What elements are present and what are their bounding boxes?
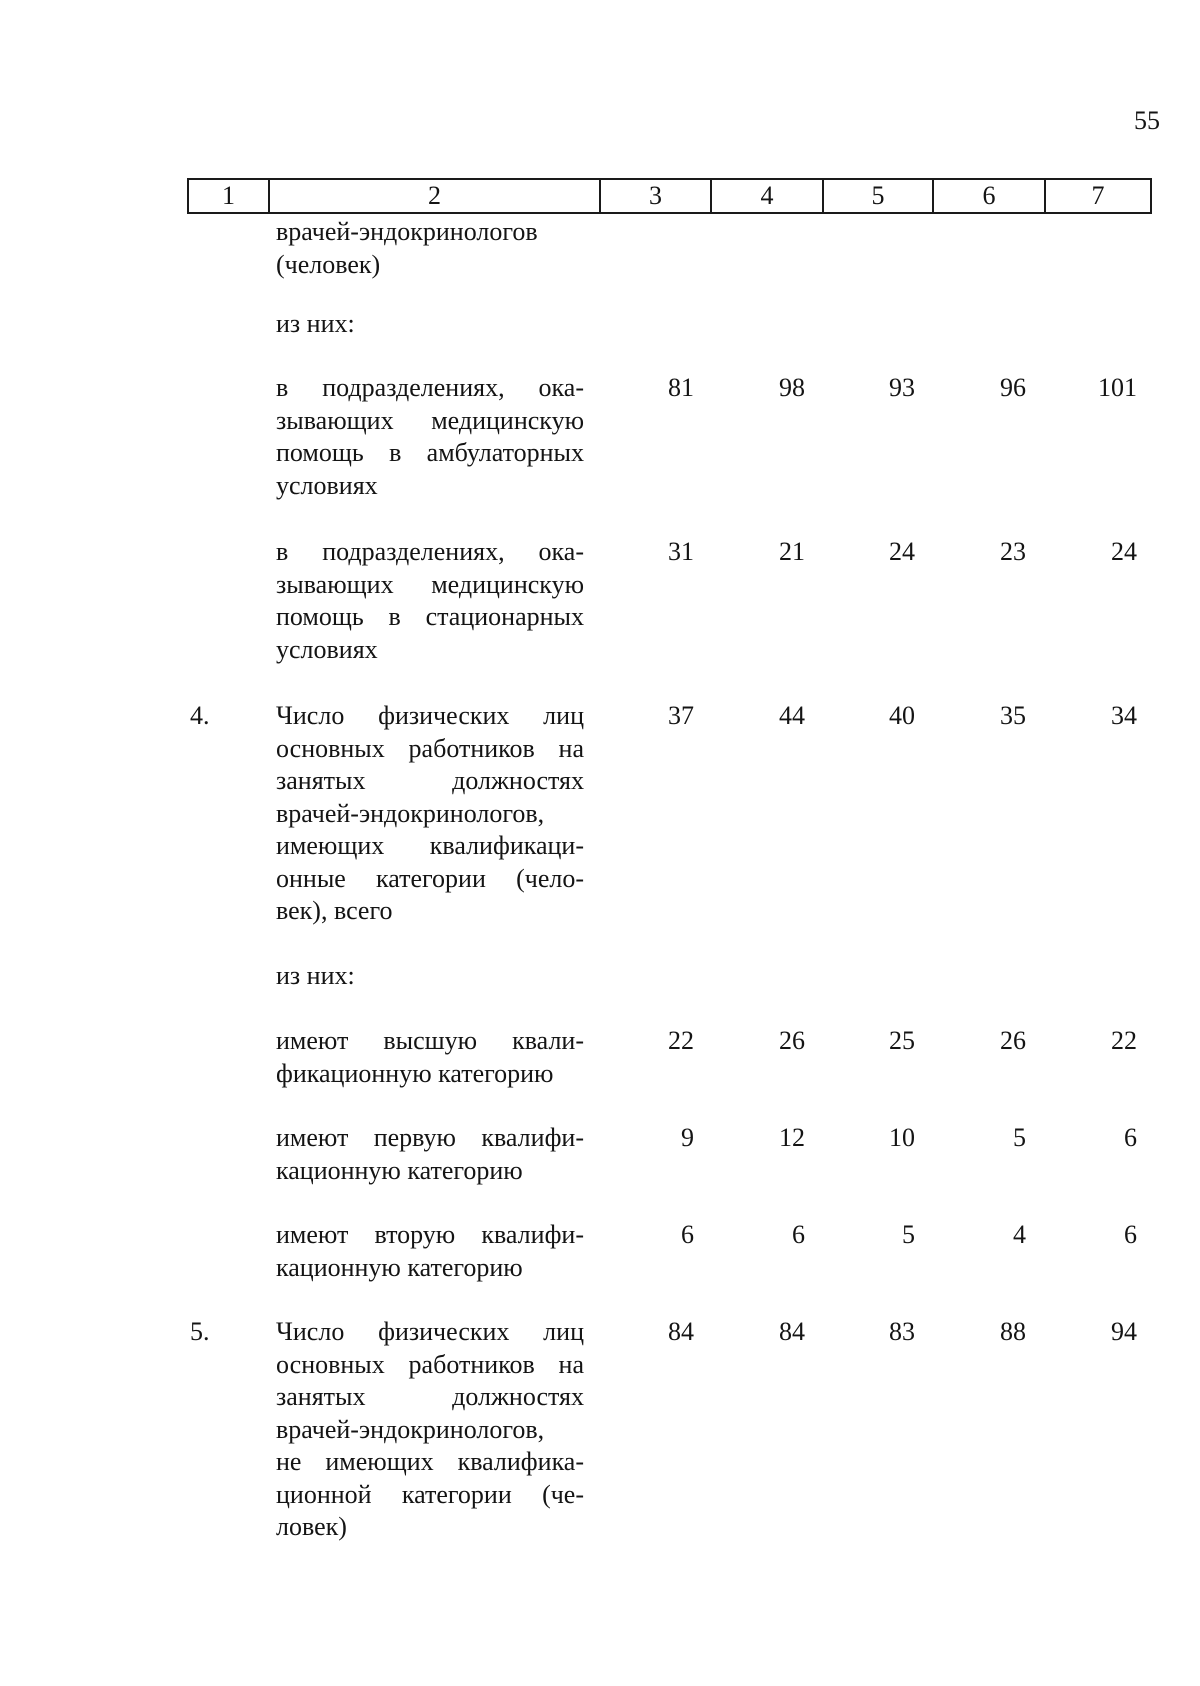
text-line: основных работников на bbox=[276, 1349, 584, 1379]
text-line: основных работников на bbox=[276, 733, 584, 763]
value-col-5: 24 bbox=[889, 537, 915, 566]
text-line: ловек) bbox=[276, 1512, 347, 1541]
value-col-7: 6 bbox=[1124, 1220, 1137, 1249]
text-line: в подразделениях, ока- bbox=[276, 537, 584, 566]
text-line: кационную категорию bbox=[276, 1155, 523, 1185]
text-line: в подразделениях, ока- bbox=[276, 373, 584, 402]
text-line: фикационную категорию bbox=[276, 1058, 554, 1088]
text-line: Число физических лиц bbox=[276, 1317, 584, 1346]
value-col-5: 10 bbox=[889, 1123, 915, 1152]
text-line: ционной категории (че- bbox=[276, 1479, 584, 1509]
text-line: условиях bbox=[276, 634, 378, 664]
row-description bbox=[276, 1219, 584, 1284]
column-header-2: 2 bbox=[270, 180, 601, 212]
value-col-6: 96 bbox=[1000, 373, 1026, 402]
value-col-3: 31 bbox=[668, 537, 694, 566]
row-number: 4. bbox=[190, 701, 210, 730]
value-col-6: 88 bbox=[1000, 1317, 1026, 1346]
text-line: зывающих медицинскую bbox=[276, 569, 584, 599]
value-col-4: 21 bbox=[779, 537, 805, 566]
page-number: 55 bbox=[1134, 106, 1160, 135]
column-header-5: 5 bbox=[824, 180, 934, 212]
text-line: занятых должностях bbox=[276, 1382, 584, 1411]
row-description bbox=[276, 1025, 584, 1090]
text-line: условиях bbox=[276, 470, 378, 500]
value-col-3: 6 bbox=[681, 1220, 694, 1249]
text-line: помощь в стационарных bbox=[276, 602, 584, 631]
value-col-7: 6 bbox=[1124, 1123, 1137, 1152]
text-line: онные категории (чело- bbox=[276, 863, 584, 893]
column-header-1: 1 bbox=[189, 180, 270, 212]
value-col-5: 5 bbox=[902, 1220, 915, 1249]
text-line: век), всего bbox=[276, 896, 393, 925]
column-header-row bbox=[187, 178, 1152, 214]
continuation-text bbox=[276, 216, 584, 281]
row-description bbox=[276, 700, 584, 928]
value-col-4: 26 bbox=[779, 1026, 805, 1055]
row-number: 5. bbox=[190, 1317, 210, 1346]
value-col-6: 5 bbox=[1013, 1123, 1026, 1152]
text-line: имеют вторую квалифи- bbox=[276, 1220, 584, 1249]
value-col-4: 12 bbox=[779, 1123, 805, 1152]
value-col-7: 24 bbox=[1111, 537, 1137, 566]
row-description bbox=[276, 1316, 584, 1544]
text-line: Число физических лиц bbox=[276, 701, 584, 730]
value-col-5: 93 bbox=[889, 373, 915, 402]
value-col-3: 9 bbox=[681, 1123, 694, 1152]
value-col-6: 23 bbox=[1000, 537, 1026, 566]
value-col-7: 101 bbox=[1098, 373, 1137, 402]
column-header-4: 4 bbox=[712, 180, 824, 212]
text-line: зывающих медицинскую bbox=[276, 405, 584, 435]
text-line: имеют первую квалифи- bbox=[276, 1123, 584, 1152]
value-col-4: 84 bbox=[779, 1317, 805, 1346]
text-line: помощь в амбулаторных bbox=[276, 438, 584, 467]
column-header-7: 7 bbox=[1091, 181, 1105, 210]
value-col-3: 81 bbox=[668, 373, 694, 402]
text-line: занятых должностях bbox=[276, 766, 584, 795]
text-line: не имеющих квалифика- bbox=[276, 1447, 584, 1476]
text-line: врачей-эндокринологов, bbox=[276, 1414, 545, 1444]
subheader-of-them-2: из них: bbox=[276, 961, 355, 990]
value-col-3: 84 bbox=[668, 1317, 694, 1346]
value-col-5: 25 bbox=[889, 1026, 915, 1055]
value-col-5: 40 bbox=[889, 701, 915, 730]
value-col-4: 44 bbox=[779, 701, 805, 730]
row-description bbox=[276, 536, 584, 666]
value-col-5: 83 bbox=[889, 1317, 915, 1346]
value-col-6: 35 bbox=[1000, 701, 1026, 730]
row-description bbox=[276, 372, 584, 502]
value-col-7: 94 bbox=[1111, 1317, 1137, 1346]
value-col-4: 98 bbox=[779, 373, 805, 402]
value-col-6: 26 bbox=[1000, 1026, 1026, 1055]
column-header-3: 3 bbox=[601, 180, 712, 212]
value-col-6: 4 bbox=[1013, 1220, 1026, 1249]
text-line: врачей-эндокринологов, bbox=[276, 798, 545, 828]
text-line: имеющих квалификаци- bbox=[276, 831, 584, 860]
row-description bbox=[276, 1122, 584, 1187]
value-col-7: 34 bbox=[1111, 701, 1137, 730]
text-line: (человек) bbox=[276, 249, 381, 279]
subheader-of-them-1: из них: bbox=[276, 309, 355, 338]
text-line: кационную категорию bbox=[276, 1252, 523, 1282]
value-col-7: 22 bbox=[1111, 1026, 1137, 1055]
value-col-4: 6 bbox=[792, 1220, 805, 1249]
column-header-6: 6 bbox=[934, 180, 1046, 212]
value-col-3: 22 bbox=[668, 1026, 694, 1055]
text-line: врачей-эндокринологов bbox=[276, 217, 538, 246]
text-line: имеют высшую квали- bbox=[276, 1026, 584, 1055]
value-col-3: 37 bbox=[668, 701, 694, 730]
